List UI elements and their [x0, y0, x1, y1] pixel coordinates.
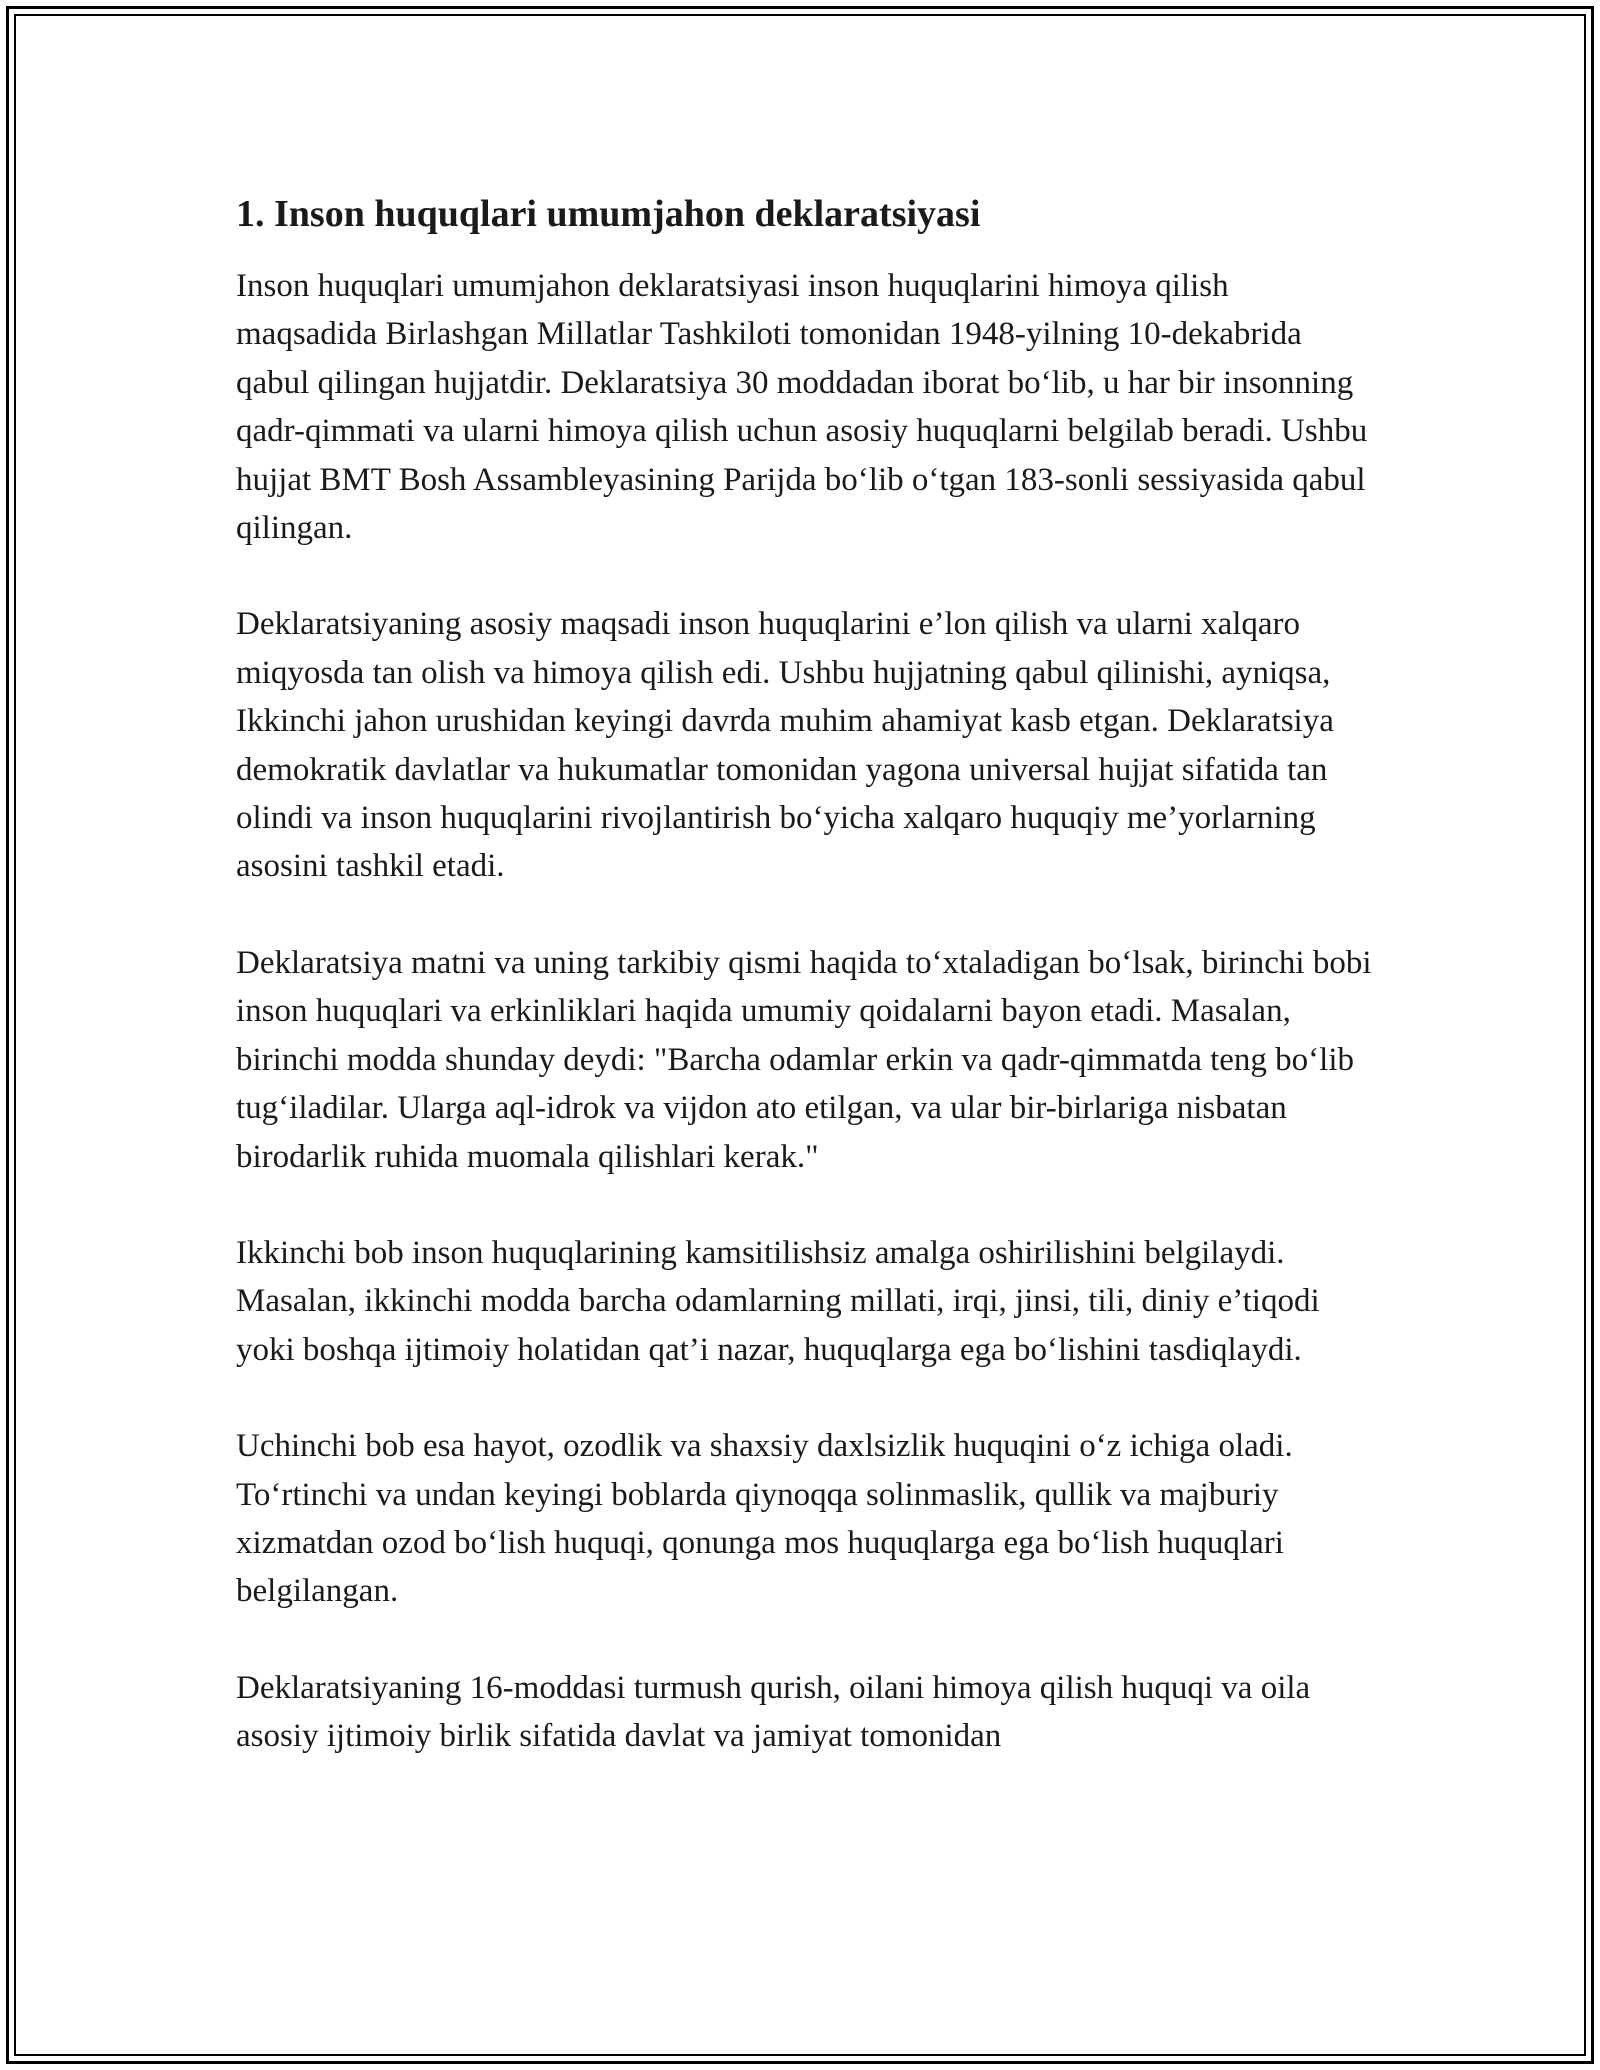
paragraph-4: Ikkinchi bob inson huquqlarining kamsitilishsiz amalga oshirilishini belgilaydi. Masalan, ikkinchi modda barcha odamlarning millati, irqi, jinsi, tili, diniy e’tiqodi yoki boshqa ijtimoiy holatidan qat’i nazar, huquqlarga ega boʻlishini tasdiqlaydi. [236, 1234, 1320, 1368]
paragraph-5: Uchinchi bob esa hayot, ozodlik va shaxsiy daxlsizlik huquqini oʻz ichiga oladi. Toʻrtinchi va undan keyingi boblarda qiynoqqa solinmaslik, qullik va majburiy xizmatdan ozod boʻlish huquqi, qonunga mos huquqlarga ega boʻlish huquqlari belgilangan. [236, 1428, 1293, 1610]
section-heading: 1. Inson huquqlari umumjahon deklaratsiyasi [236, 193, 981, 235]
paragraph-1: Inson huquqlari umumjahon deklaratsiyasi inson huquqlarini himoya qilish maqsadida Birlashgan Millatlar Tashkiloti tomonidan 1948-yilning 10-dekabrida qabul qilingan hujjatdir. Deklaratsiya 30 moddadan iborat boʻlib, u har bir insonning qadr-qimmati va ularni himoya qilish uchun asosiy huquqlarni belgilab beradi. Ushbu hujjat BMT Bosh Assambleyasining Parijda boʻlib oʻtgan 183-sonli sessiyasida qabul qilingan. [236, 268, 1368, 547]
paragraph-3: Deklaratsiya matni va uning tarkibiy qismi haqida toʻxtaladigan boʻlsak, birinchi bobi inson huquqlari va erkinliklari haqida umumiy qoidalarni bayon etadi. Masalan, birinchi modda shunday deydi: "Barcha odamlar erkin va qadr-qimmatda teng boʻlib tugʻiladilar. Ularga aql-idrok va vijdon ato etilgan, va ular bir-birlariga nisbatan birodarlik ruhida muomala qilishlari kerak." [236, 944, 1372, 1175]
document-page [236, 186, 1376, 1809]
paragraph-6: Deklaratsiyaning 16-moddasi turmush qurish, oilani himoya qilish huquqi va oila asosiy ijtimoiy birlik sifatida davlat va jamiyat tomonidan [236, 1669, 1311, 1755]
paragraph-2: Deklaratsiyaning asosiy maqsadi inson huquqlarini e’lon qilish va ularni xalqaro miqyosda tan olish va himoya qilish edi. Ushbu hujjatning qabul qilinishi, ayniqsa, Ikkinchi jahon urushidan keyingi davrda muhim ahamiyat kasb etgan. Deklaratsiya demokratik davlatlar va hukumatlar tomonidan yagona universal hujjat sifatida tan olindi va inson huquqlarini rivojlantirish boʻyicha xalqaro huquqiy me’yorlarning asosini tashkil etadi. [236, 606, 1334, 885]
